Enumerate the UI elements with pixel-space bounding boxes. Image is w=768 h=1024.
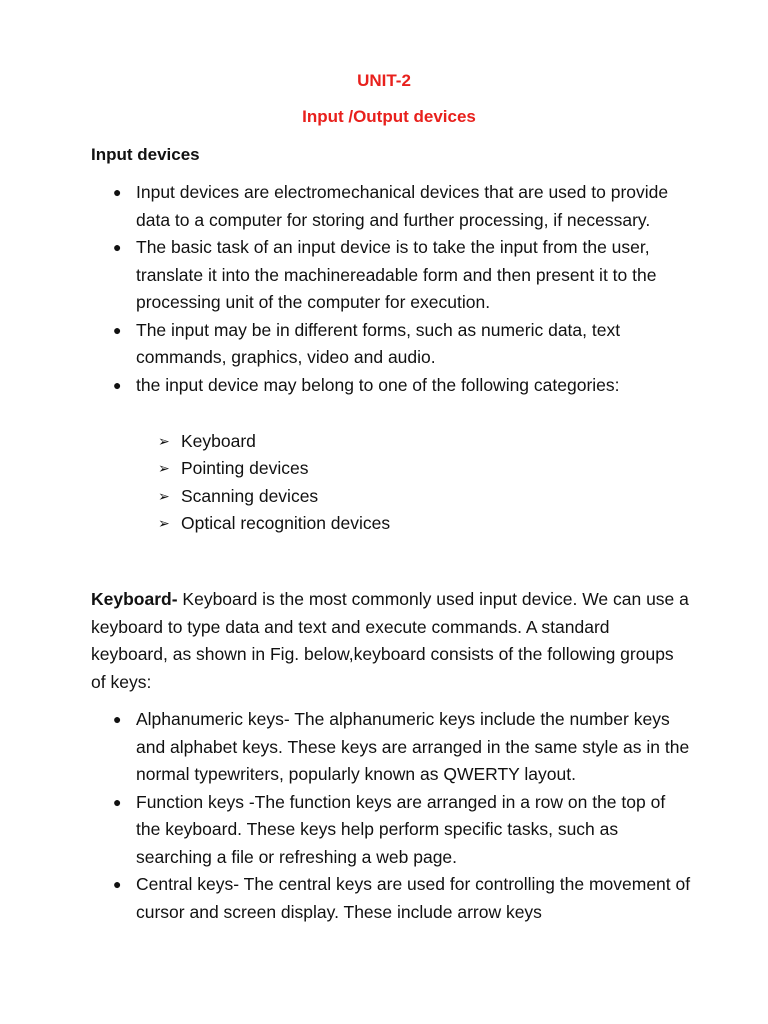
category-label: Keyboard	[181, 431, 256, 451]
category-label: Optical recognition devices	[181, 512, 391, 533]
list-item	[91, 234, 691, 317]
input-devices-bullet-list	[91, 179, 691, 399]
category-label: Pointing devices	[181, 458, 309, 479]
document-subtitle: Input /Output devices	[302, 107, 476, 126]
bullet-icon: ●	[113, 711, 122, 727]
section-heading: Input devices	[91, 145, 200, 164]
keyboard-paragraph	[91, 586, 691, 696]
category-label: Scanning devices	[181, 485, 319, 506]
list-item	[91, 372, 691, 400]
bullet-icon: ●	[113, 876, 122, 892]
list-item-text: Alphanumeric keys- The alphanumeric keys include the number keys and alphabet keys. These keys are arranged in the same style as in the normal typewriters, popularly known as QWERTY layout.	[136, 709, 690, 784]
arrow-bullet-icon: ➢	[158, 514, 170, 531]
category-item	[158, 455, 390, 482]
keyboard-term: Keyboard-	[91, 589, 178, 609]
list-item	[91, 706, 691, 789]
list-item	[91, 871, 691, 926]
arrow-bullet-icon: ➢	[158, 460, 170, 477]
category-item	[158, 428, 390, 455]
list-item	[91, 179, 691, 234]
bullet-icon: ●	[113, 184, 122, 200]
list-item-text: Function keys -The function keys are arranged in a row on the top of the keyboard. These keys help perform specific tasks, such as searching a file or refreshing a web page.	[136, 791, 666, 867]
category-item	[158, 483, 390, 510]
arrow-bullet-icon: ➢	[158, 487, 170, 504]
bullet-icon: ●	[113, 376, 122, 393]
list-item-text: The basic task of an input device is to take the input from the user, translate it into the machinereadable form and then present it to the processing unit of the computer for execution.	[136, 237, 657, 312]
list-item-text: the input device may belong to one of the following categories:	[136, 374, 620, 395]
list-item	[91, 789, 691, 872]
list-item	[91, 317, 691, 372]
list-item-text: Central keys- The central keys are used for controlling the movement of cursor and screen display. These include arrow keys	[136, 874, 691, 922]
list-item-text: Input devices are electromechanical devices that are used to provide data to a computer for storing and further processing, if necessary.	[136, 182, 669, 230]
bullet-icon: ●	[113, 793, 122, 810]
unit-title: UNIT-2	[357, 71, 411, 90]
arrow-bullet-icon: ➢	[158, 433, 170, 449]
key-groups-bullet-list	[91, 706, 691, 926]
bullet-icon: ●	[113, 321, 122, 338]
category-item	[158, 510, 390, 537]
bullet-icon: ●	[113, 239, 122, 255]
keyboard-description: Keyboard is the most commonly used input device. We can use a keyboard to type data and text and execute commands. A standard keyboard, as shown in Fig. below,keyboard consists of the following groups of keys:	[91, 589, 689, 692]
list-item-text: The input may be in different forms, such as numeric data, text commands, graphics, video and audio.	[136, 319, 621, 367]
category-list	[158, 428, 390, 537]
